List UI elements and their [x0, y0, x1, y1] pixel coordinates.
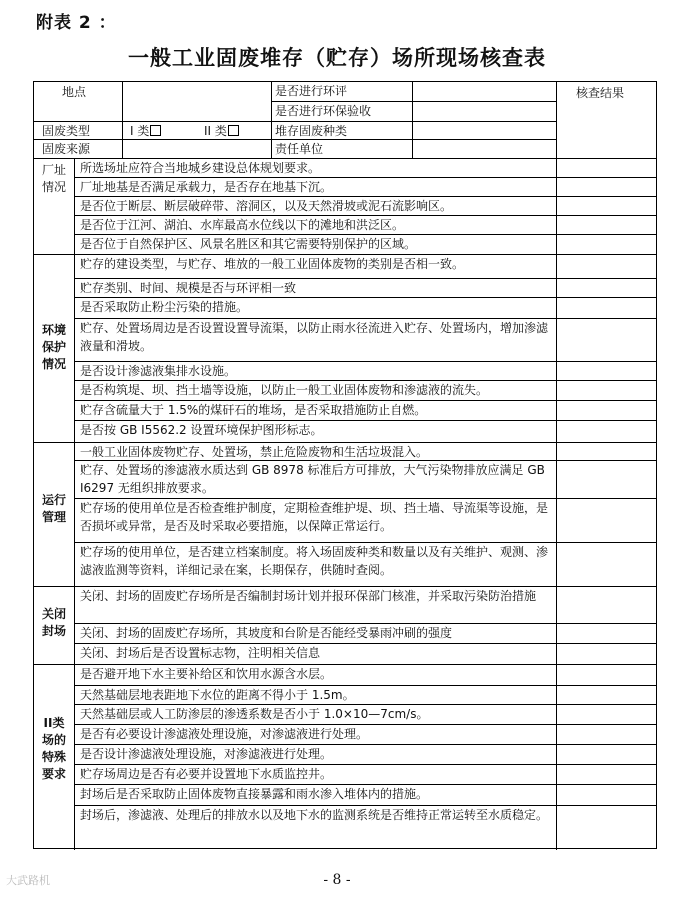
checklist-item-site-2: 厂址地基是否满足承载力，是否存在地基下沉。 [80, 180, 333, 194]
result-cell-special-8[interactable] [557, 805, 655, 850]
appendix-label: 附表 2 ： [36, 13, 117, 33]
checklist-item-close-3: 关闭、封场后是否设置标志物，注明相关信息 [80, 646, 321, 660]
result-cell-special-4[interactable] [557, 724, 655, 744]
class2-checkbox[interactable] [228, 125, 239, 136]
result-header: 核查结果 [576, 86, 625, 100]
checklist-item-special-3: 天然基础层或人工防渗层的渗透系数是否小于 1.0×10—7cm/s。 [80, 707, 429, 721]
result-cell-special-6[interactable] [557, 764, 655, 784]
checklist-item-special-8: 封场后，渗滤液、处理后的排放水以及地下水的监测系统是否维持正常运转至水质稳定。 [80, 808, 549, 822]
checklist-item-env-2: 贮存类别、时间、规模是否与环评相一致 [80, 281, 297, 295]
checklist-item-env-4: 贮存、处置场周边是否设置设置导流渠，以防止雨水径流进入贮存、处置场内，增加渗滤液量和滑坡。 [80, 321, 549, 353]
class1-option[interactable] [130, 122, 161, 140]
page-number: - 8 - [323, 872, 351, 888]
page-title: 一般工业固废堆存（贮存）场所现场核查表 [128, 46, 546, 70]
checklist-item-special-7: 封场后是否采取防止固体废物直接暴露和雨水渗入堆体内的措施。 [80, 787, 429, 801]
result-cell-env-5[interactable] [557, 361, 655, 380]
section-ops: 运行 管理 [41, 493, 66, 524]
result-cell-close-3[interactable] [557, 643, 655, 664]
result-cell-site-4[interactable] [557, 215, 655, 234]
result-cell-ops-4[interactable] [557, 542, 655, 586]
result-cell-env-8[interactable] [557, 420, 655, 442]
checklist-item-close-1: 关闭、封场的固废贮存场所是否编制封场计划并报环保部门核准，并采取污染防治措施 [80, 589, 537, 603]
waste-type-label: 固废类型 [42, 124, 91, 138]
checklist-item-env-3: 是否采取防止粉尘污染的措施。 [80, 300, 249, 314]
result-cell-close-2[interactable] [557, 623, 655, 643]
checklist-item-ops-4: 贮存场的使用单位，是否建立档案制度。将入场固废种类和数量以及有关维护、观测、渗滤液监测等资料，详细记录在案，长期保存，供随时查阅。 [80, 545, 549, 577]
checklist-item-ops-2: 贮存、处置场的渗滤液水质达到 GB 8978 标准后方可排放，大气污染物排放应满足 GB I6297 无组织排放要求。 [80, 463, 545, 495]
checklist-item-site-4: 是否位于江河、湖泊、水库最高水位线以下的滩地和洪泛区。 [80, 218, 405, 232]
result-cell-ops-2[interactable] [557, 460, 655, 498]
section-env: 环境 保护 情况 [41, 323, 66, 371]
result-cell-special-3[interactable] [557, 704, 655, 724]
checklist-item-ops-3: 贮存场的使用单位是否检查维护制度，定期检查维护堤、坝、挡土墙、导流渠等设施，是否损坏或异常，是否及时采取必要措施，以保障正常运行。 [80, 501, 549, 533]
checklist-item-special-5: 是否设计渗滤液处理设施，对渗滤液进行处理。 [80, 747, 333, 761]
section-site: 厂址 情况 [41, 163, 66, 194]
section-close: 关闭 封场 [41, 607, 66, 638]
result-cell-env-3[interactable] [557, 297, 655, 318]
checklist-item-env-8: 是否按 GB I5562.2 设置环境保护图形标志。 [80, 423, 323, 437]
class2-option[interactable] [204, 122, 239, 140]
checklist-item-special-2: 天然基础层地表距地下水位的距离不得小于 1.5m。 [80, 688, 355, 702]
result-cell-env-1[interactable] [557, 254, 655, 278]
result-cell-env-7[interactable] [557, 400, 655, 420]
result-cell-site-2[interactable] [557, 177, 655, 196]
checklist-item-env-1: 贮存的建设类型，与贮存、堆放的一般工业固体废物的类别是否相一致。 [80, 257, 465, 271]
result-cell-special-5[interactable] [557, 744, 655, 764]
checklist-item-env-6: 是否构筑堤、坝、挡土墙等设施，以防止一般工业固体废物和渗滤液的流失。 [80, 383, 489, 397]
checklist-item-special-1: 是否避开地下水主要补给区和饮用水源含水层。 [80, 667, 333, 681]
class2-label: II 类 [204, 124, 227, 138]
storage-kind-label: 堆存固废种类 [275, 124, 348, 138]
location-label: 地点 [62, 85, 87, 99]
result-cell-env-4[interactable] [557, 318, 655, 361]
result-cell-site-5[interactable] [557, 234, 655, 254]
checklist-item-special-4: 是否有必要设计渗滤液处理设施，对渗滤液进行处理。 [80, 727, 369, 741]
result-cell-env-6[interactable] [557, 380, 655, 400]
class1-label: I 类 [130, 124, 150, 138]
result-cell-env-2[interactable] [557, 278, 655, 297]
watermark: 大武路机 [6, 874, 50, 887]
result-cell-close-1[interactable] [557, 586, 655, 623]
checklist-item-special-6: 贮存场周边是否有必要并设置地下水质监控井。 [80, 767, 333, 781]
eia-label: 是否进行环评 [275, 84, 348, 98]
checklist-item-env-5: 是否设计渗滤液集排水设施。 [80, 364, 237, 378]
checklist-item-ops-1: 一般工业固体废物贮存、处置场，禁止危险废物和生活垃圾混入。 [80, 445, 429, 459]
inspection-form [33, 81, 657, 849]
checklist-item-site-3: 是否位于断层、断层破碎带、溶洞区，以及天然滑坡或泥石流影响区。 [80, 199, 453, 213]
checklist-item-site-5: 是否位于自然保护区、风景名胜区和其它需要特别保护的区域。 [80, 237, 417, 251]
class1-checkbox[interactable] [150, 125, 161, 136]
checklist-item-site-1: 所选场址应符合当地城乡建设总体规划要求。 [80, 161, 321, 175]
result-cell-special-7[interactable] [557, 784, 655, 805]
acceptance-label: 是否进行环保验收 [275, 104, 372, 118]
result-cell-special-2[interactable] [557, 685, 655, 704]
result-cell-ops-1[interactable] [557, 442, 655, 460]
waste-source-label: 固废来源 [42, 142, 91, 156]
section-special: II类 场的 特殊 要求 [41, 716, 66, 781]
checklist-item-close-2: 关闭、封场的固废贮存场所，其坡度和台阶是否能经受暴雨冲刷的强度 [80, 626, 453, 640]
checklist-item-env-7: 贮存含硫量大于 1.5%的煤矸石的堆场，是否采取措施防止自燃。 [80, 403, 427, 417]
responsible-unit-label: 责任单位 [275, 142, 324, 156]
result-cell-site-3[interactable] [557, 196, 655, 215]
result-cell-special-1[interactable] [557, 664, 655, 685]
result-cell-site-1[interactable] [557, 158, 655, 177]
result-cell-ops-3[interactable] [557, 498, 655, 542]
